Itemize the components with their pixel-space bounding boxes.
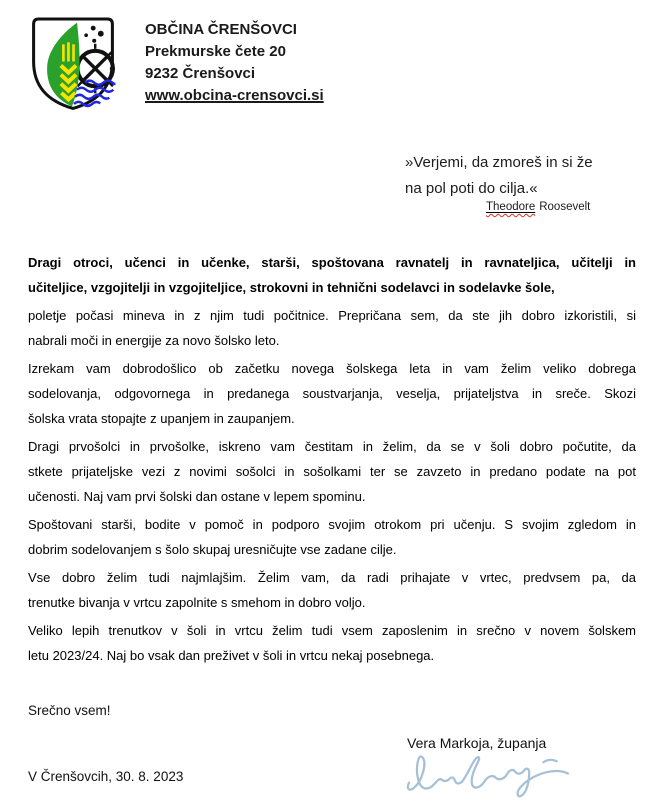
paragraph-line: stkete prijateljske vezi z novimi sošolci in sošolkami ter se zavzeto in predano podate na pot — [28, 464, 636, 479]
paragraph — [28, 434, 636, 509]
farewell-text: Srečno vsem! — [28, 703, 111, 718]
paragraph-line: učiteljice, vzgojitelji in vzgojiteljice, strokovni in tehnični sodelavci in sodelavke šole, — [28, 280, 555, 295]
paragraph-line: letu 2023/24. Naj bo vsak dan preživet v šoli in vrtcu nekaj posebnega. — [28, 648, 435, 663]
paragraph-line: sodelovanja, odgovornega in predanega soustvarjanja, veselja, prijateljstva in sreče. Skozi — [28, 386, 636, 401]
paragraph — [28, 565, 636, 615]
paragraph-line: učenosti. Naj vam prvi šolski dan ostane v lepem spominu. — [28, 489, 366, 504]
quote-line-2: na pol poti do cilja.« — [405, 180, 538, 197]
paragraph-line: Izrekam vam dobrodošlico ob začetku novega šolskega leta in vam želim veliko dobrega — [28, 361, 636, 376]
signer-name-title: Vera Markoja, županja — [407, 735, 547, 751]
paragraph-line: nabrali moči in energije za novo šolsko leto. — [28, 333, 280, 348]
quote-block — [405, 150, 593, 202]
paragraph — [28, 356, 636, 431]
paragraph-line: šolska vrata stopajte z upanjem in zaupanjem. — [28, 411, 295, 426]
paragraph — [28, 512, 636, 562]
paragraph-line: Spoštovani starši, bodite v pomoč in podporo svojim otrokom pri učenju. S svojim zgledom in — [28, 517, 636, 532]
paragraph — [28, 618, 636, 668]
place-and-date: V Črenšovcih, 30. 8. 2023 — [28, 769, 184, 784]
paragraph-line: Vse dobro želim tudi najmlajšim. Želim vam, da radi prihajate v vrtec, predvsem pa, da — [28, 570, 636, 585]
paragraph-line: Dragi otroci, učenci in učenke, starši, spoštovana ravnatelj in ravnateljica, učitelji in — [28, 255, 636, 270]
body-paragraphs — [28, 250, 636, 671]
municipality-name: OBČINA ČRENŠOVCI — [145, 21, 297, 38]
attribution-rest: Roosevelt — [539, 201, 591, 213]
paragraph-line: dobrim sodelovanjem s šolo skupaj uresničujte vse zadane cilje. — [28, 542, 397, 557]
paragraph-line: poletje počasi mineva in z njim tudi počitnice. Prepričana sem, da ste jih dobro izkoristili, si — [28, 308, 636, 323]
paragraph — [28, 303, 636, 353]
quote-attribution — [486, 201, 590, 213]
municipal-coat-of-arms-icon — [27, 15, 119, 112]
paragraph-line: Dragi prvošolci in prvošolke, iskreno vam čestitam in želim, da se v šoli dobro počutite, da — [28, 439, 636, 454]
paragraph-line: trenutke bivanja v vrtcu zapolnite s smehom in dobro voljo. — [28, 595, 366, 610]
address-city: 9232 Črenšovci — [145, 65, 256, 82]
letterhead-block — [145, 19, 324, 107]
attribution-underlined-word: Theodore — [486, 201, 536, 213]
handwritten-signature — [402, 748, 577, 804]
quote-line-1: »Verjemi, da zmoreš in si že — [405, 154, 593, 171]
paragraph-line: Veliko lepih trenutkov v šoli in vrtcu želim tudi vsem zaposlenim in srečno v novem šolskem — [28, 623, 636, 638]
website-link[interactable]: www.obcina-crensovci.si — [145, 87, 324, 104]
paragraph — [28, 250, 636, 300]
address-street: Prekmurske čete 20 — [145, 43, 286, 60]
